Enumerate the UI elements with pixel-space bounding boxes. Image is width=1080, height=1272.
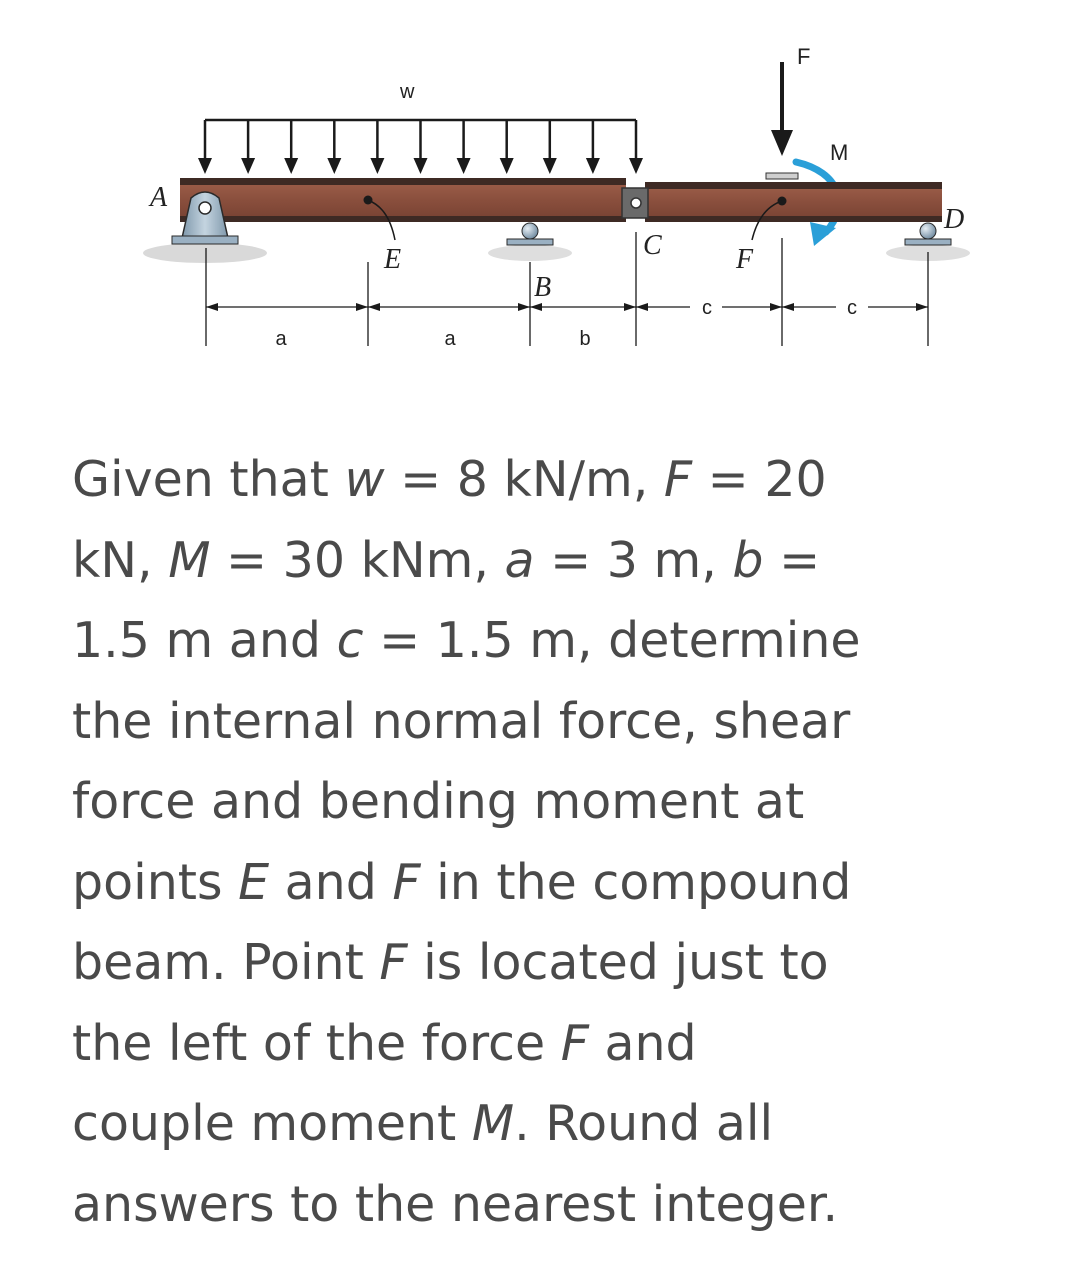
problem-variable-F: F bbox=[560, 1014, 589, 1072]
load-arrowhead-11 bbox=[629, 158, 643, 174]
problem-line-9 bbox=[72, 1084, 1052, 1165]
problem-text: 1.5 m and bbox=[72, 612, 337, 669]
label-B: B bbox=[534, 272, 552, 303]
problem-text: points bbox=[72, 853, 239, 911]
problem-variable-F: F bbox=[379, 934, 408, 991]
load-arrowhead-6 bbox=[414, 158, 428, 174]
problem-text: kN, bbox=[72, 531, 169, 589]
problem-statement bbox=[72, 440, 1052, 1245]
problem-text: = 8 kN/m, bbox=[384, 451, 664, 508]
problem-line-6 bbox=[72, 843, 1052, 924]
problem-text: force and bending moment at bbox=[72, 773, 805, 830]
dim-label-b: b bbox=[579, 328, 591, 350]
problem-variable-E: E bbox=[238, 853, 270, 911]
problem-variable-F: F bbox=[392, 853, 421, 911]
load-arrowhead-1 bbox=[198, 158, 212, 174]
dim-label-c1: c bbox=[702, 297, 712, 319]
load-arrowhead-10 bbox=[586, 158, 600, 174]
problem-text: = 20 bbox=[692, 451, 827, 508]
problem-text: is located just to bbox=[407, 934, 829, 991]
problem-text: = 30 kNm, bbox=[210, 531, 505, 589]
problem-variable-a: a bbox=[504, 531, 535, 589]
label-M: M bbox=[830, 140, 849, 165]
problem-text: = 1.5 m, determine bbox=[363, 612, 861, 669]
roller-support-B bbox=[507, 223, 553, 245]
problem-line-3 bbox=[72, 601, 1052, 682]
problem-text: and bbox=[269, 853, 393, 911]
beam-flange-CD-bottom bbox=[645, 216, 942, 222]
problem-line-2 bbox=[72, 521, 1052, 602]
load-plate bbox=[766, 173, 798, 179]
dim-label-a2: a bbox=[444, 328, 456, 350]
problem-variable-c: c bbox=[336, 612, 364, 669]
problem-text: couple moment bbox=[72, 1095, 472, 1152]
label-A: A bbox=[150, 182, 168, 213]
problem-text: Given that bbox=[72, 451, 345, 508]
problem-variable-M: M bbox=[471, 1095, 515, 1152]
problem-text: . Round all bbox=[514, 1095, 774, 1152]
problem-variable-F: F bbox=[663, 451, 693, 508]
problem-text: the left of the force bbox=[72, 1014, 561, 1072]
beam-diagram bbox=[0, 0, 1080, 380]
problem-line-10 bbox=[72, 1165, 1052, 1246]
problem-line-1 bbox=[72, 440, 1052, 521]
problem-text: = bbox=[763, 531, 821, 589]
problem-line-7 bbox=[72, 923, 1052, 1004]
load-arrowhead-8 bbox=[500, 158, 514, 174]
distributed-load bbox=[198, 120, 643, 174]
label-D: D bbox=[944, 204, 965, 235]
load-arrowhead-7 bbox=[457, 158, 471, 174]
problem-variable-M: M bbox=[168, 531, 211, 589]
load-arrowhead-9 bbox=[543, 158, 557, 174]
load-arrowhead-2 bbox=[241, 158, 255, 174]
problem-variable-b: b bbox=[732, 531, 764, 589]
problem-text: and bbox=[588, 1014, 697, 1072]
label-F-point: F bbox=[736, 244, 754, 275]
label-F-top: F bbox=[797, 44, 811, 69]
problem-line-5 bbox=[72, 762, 1052, 843]
problem-text: beam. Point bbox=[72, 934, 380, 991]
dimension-extension-lines bbox=[206, 232, 928, 346]
beam-flange-AC-bottom bbox=[180, 216, 626, 222]
ground-A bbox=[143, 243, 267, 263]
problem-text: answers to the nearest integer. bbox=[72, 1175, 839, 1233]
dim-label-c2: c bbox=[847, 297, 857, 319]
label-w: w bbox=[400, 81, 415, 103]
load-arrowhead-3 bbox=[284, 158, 298, 174]
beam-flange-CD-top bbox=[645, 182, 942, 189]
load-arrowhead-4 bbox=[327, 158, 341, 174]
problem-variable-w: w bbox=[344, 451, 385, 508]
dim-label-a1: a bbox=[275, 328, 287, 350]
label-E: E bbox=[384, 244, 402, 275]
point-load-F-arrow bbox=[771, 62, 793, 156]
problem-line-8 bbox=[72, 1004, 1052, 1085]
ground-B bbox=[488, 245, 572, 261]
problem-text: the internal normal force, shear bbox=[72, 692, 851, 750]
problem-line-4 bbox=[72, 682, 1052, 763]
beam-flange-AC-top bbox=[180, 178, 626, 185]
problem-text: in the compound bbox=[420, 853, 852, 911]
load-arrowhead-5 bbox=[370, 158, 384, 174]
hinge-C bbox=[622, 188, 648, 218]
problem-text: = 3 m, bbox=[534, 531, 733, 589]
label-C: C bbox=[643, 230, 662, 261]
